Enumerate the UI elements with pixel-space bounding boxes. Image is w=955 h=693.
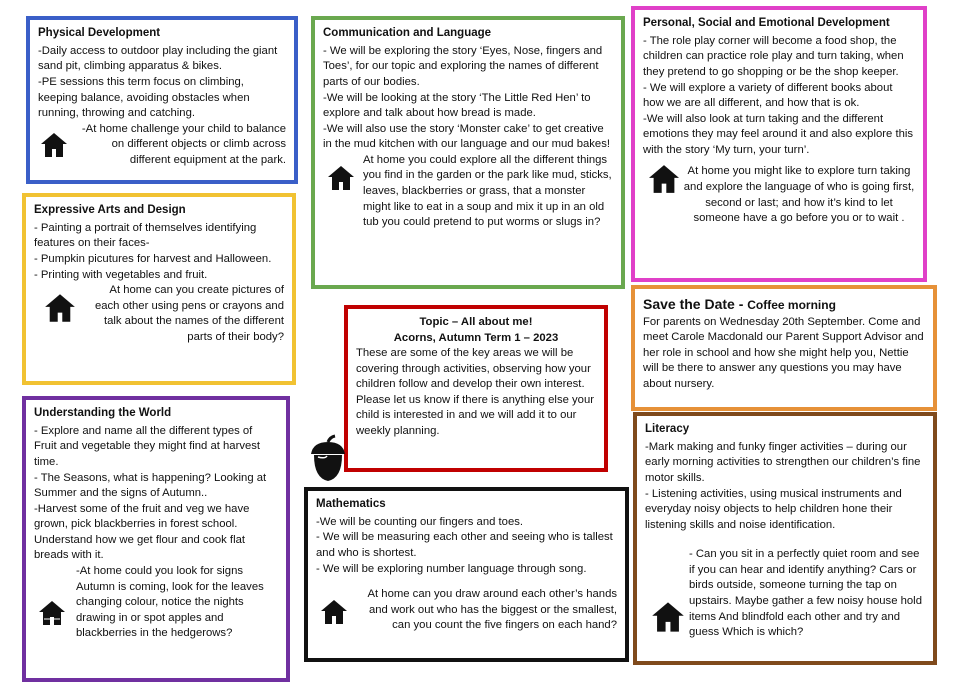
topic-subtitle: Acorns, Autumn Term 1 – 2023 — [393, 331, 559, 344]
literacy-box — [633, 412, 937, 665]
physical-title: Physical Development — [38, 27, 161, 39]
understanding-line-3: -Harvest some of the fruit and veg we have grown, pick blackberries in forest school. Understand how we get flour and cook flat breads with it. — [34, 502, 250, 562]
save-the-date-box — [631, 285, 937, 411]
house-icon — [38, 600, 66, 626]
acorn-icon — [303, 434, 353, 484]
personal-title: Personal, Social and Emotional Development — [643, 17, 890, 29]
maths-title: Mathematics — [316, 498, 386, 510]
understanding-line-2: - The Seasons, what is happening? Looking at Summer and the signs of Autumn.. — [34, 471, 267, 500]
physical-home — [38, 122, 286, 169]
expressive-home-text: At home can you create pictures of each other using pens or crayons and talk about the names of the different parts of their body? — [94, 284, 284, 343]
understanding-line-1: - Explore and name all the different types of Fruit and vegetable they might find at harvest time. — [34, 424, 261, 469]
house-icon — [44, 293, 76, 323]
maths-home — [316, 587, 617, 634]
physical-line-2: -PE sessions this term focus on climbing, keeping balance, avoiding obstacles when running, throwing and catching. — [38, 76, 250, 120]
literacy-line-1: -Mark making and funky finger activities – during our early morning activities to strengthen our children’s fine motor skills. — [645, 440, 921, 485]
personal-line-3: -We will also look at turn taking and the different emotions they may feel around it and also explore this with the story ‘My turn, your turn’. — [643, 112, 914, 156]
maths-home-text: At home can you draw around each other’s hands and work out who has the biggest or the smallest, can you count the five fingers on each hand? — [367, 588, 617, 632]
literacy-title: Literacy — [645, 423, 690, 435]
personal-box — [631, 6, 927, 282]
understanding-home-text: -At home could you look for signs Autumn is coming, look for the leaves changing colour, notice the nights drawing in or spot apples and blackberries in the hedgerows? — [76, 565, 264, 640]
physical-home-text: -At home challenge your child to balance on different objects or climb across different equipment at the park. — [81, 122, 286, 166]
maths-line-3: - We will be exploring number language through song. — [316, 562, 587, 575]
maths-line-1: -We will be counting our fingers and toes. — [316, 515, 524, 528]
expressive-line-1: - Painting a portrait of themselves identifying features on their faces- — [34, 221, 257, 250]
understanding-home — [34, 564, 278, 642]
expressive-line-2: - Pumpkin picutures for harvest and Halloween. — [34, 253, 272, 266]
communication-home-text: At home you could explore all the different things you find in the garden or the park like mud, sticks, leaves, blackberries or grass, that a monster might like to eat in a soup and mix it up in an old tub you could pretend to put worms or slugs in? — [363, 153, 612, 229]
house-icon — [647, 164, 681, 194]
communication-home — [323, 153, 613, 231]
understanding-title: Understanding the World — [34, 407, 172, 419]
communication-title: Communication and Language — [323, 27, 492, 39]
expressive-title: Expressive Arts and Design — [34, 204, 186, 216]
save-title: Save the Date - — [643, 296, 748, 312]
mathematics-box — [304, 487, 629, 662]
expressive-line-3: - Printing with vegetables and fruit. — [34, 268, 208, 281]
topic-body: These are some of the key areas we will be covering through activities, observing how your children follow and develop their own interest. Please let us know if there is anything else your child is interested in and we will add it to our weekly planning. — [356, 347, 594, 438]
personal-line-1: - The role play corner will become a food shop, the children can practice role play and turn taking, when they pretend to go shopping or be the shop keeper. — [643, 34, 904, 79]
communication-line-1: - We will be exploring the story ‘Eyes, Nose, fingers and Toes’, for our topic and exploring the names of different parts of our bodies. — [323, 44, 603, 89]
maths-line-2: - We will be measuring each other and seeing who is tallest and who is shortest. — [316, 531, 613, 560]
personal-line-2: - We will explore a variety of different books about how we are all different, and how that is ok. — [643, 81, 893, 110]
expressive-home — [34, 283, 284, 345]
house-icon — [320, 599, 348, 625]
literacy-home — [645, 547, 925, 640]
house-icon — [40, 132, 68, 158]
save-subtitle: Coffee morning — [747, 298, 836, 312]
communication-line-2: -We will be looking at the story ‘The Little Red Hen’ to explore and talk about how bread is made. — [323, 91, 591, 120]
house-icon — [327, 165, 355, 191]
house-icon — [651, 601, 685, 633]
save-body: For parents on Wednesday 20th September. Come and meet Carole Macdonald our Parent Support Advisor and her role in school and how she might help you, Nettie will be there to answer any questions you may have about nursery. — [643, 315, 924, 390]
physical-line-1: -Daily access to outdoor play including the giant sand pit, climbing apparatus & bikes. — [38, 44, 278, 73]
topic-title: Topic – All about me! — [419, 316, 533, 328]
expressive-box — [22, 193, 296, 385]
topic-box — [344, 305, 608, 472]
literacy-line-2: - Listening activities, using musical instruments and everyday noisy objects to help children hone their listening skills and noise identification. — [645, 487, 902, 531]
physical-development-box — [26, 16, 298, 184]
literacy-home-text: - Can you sit in a perfectly quiet room and see if you can hear and identify anything? Cars or birds outside, someone turning the tap on upstairs. Maybe gather a few noisy house hold items And blindfold each other and try and guess Which is which? — [689, 548, 922, 639]
personal-home — [643, 164, 915, 226]
personal-home-text: At home you might like to explore turn taking and explore the language of who is going first, second or last; and how it’s kind to let someone have a go before you or to wait . — [683, 165, 915, 225]
understanding-box — [22, 396, 290, 682]
communication-box — [311, 16, 625, 289]
communication-line-3: -We will also use the story ‘Monster cake’ to get creative in the mud kitchen with our language and our mud bakes! — [323, 122, 610, 151]
save-heading — [643, 295, 925, 315]
